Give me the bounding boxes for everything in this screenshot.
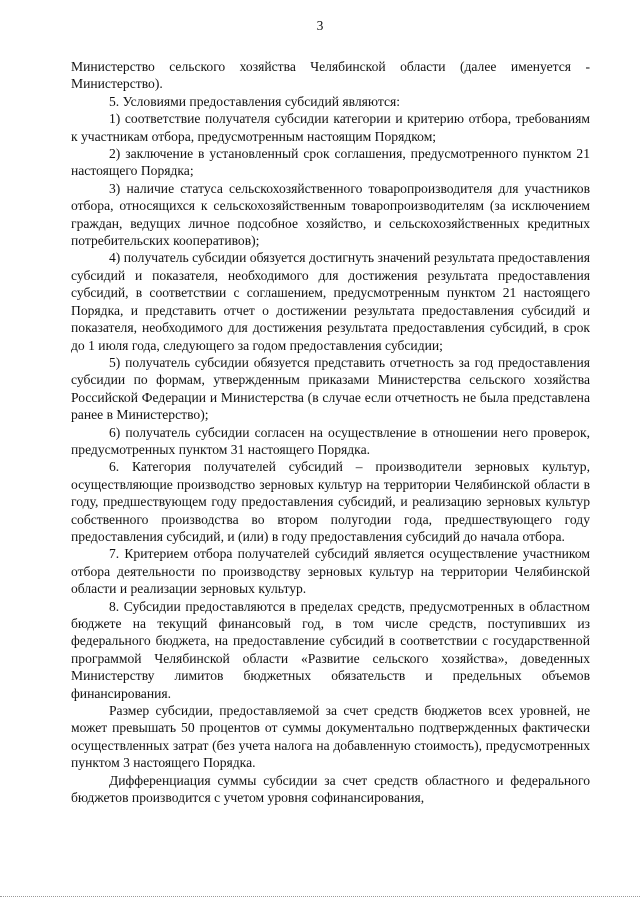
paragraph-clause-5-heading: 5. Условиями предоставления субсидий являются: — [109, 93, 401, 109]
paragraph-subsidy-size: Размер субсидии, предоставляемой за счет средств бюджетов всех уровней, не может превышать 50 процентов от суммы документально подтвержденных фактически осуществленных затрат (без учета налога на добавленную стоимость), предусмотренных пунктом 3 настоящего Порядка. — [71, 703, 590, 771]
paragraph-condition-5: 5) получатель субсидии обязуется представить отчетность за год предоставления субсидии по формам, утвержденным приказами Министерства сельского хозяйства Российской Федерации и Министерства (в случае если отчетность не была представлена ранее в Министерство); — [71, 354, 590, 423]
paragraph-ministry-definition: Министерство сельского хозяйства Челябинской области (далее именуется - Министерство). — [71, 59, 590, 92]
paragraph-condition-4: 4) получатель субсидии обязуется достигнуть значений результата предоставления субсидий и показателя, необходимого для достижения результата предоставления субсидий, в соответствии с соглашением, предусмотренным пунктом 21 настоящего Порядка, и представить отчет о достижении результата предоставления субсидий и показателя, необходимого для достижения результата предоставления субсидий, в срок до 1 июля года, следующего за годом предоставления субсидии; — [71, 250, 590, 353]
paragraph-clause-7: 7. Критерием отбора получателей субсидий является осуществление участником отбора деятельности по производству зерновых культур на территории Челябинской области и реализации зерновых культур. — [71, 546, 590, 597]
paragraph-condition-3: 3) наличие статуса сельскохозяйственного товаропроизводителя для участников отбора, относящихся к сельскохозяйственным товаропроизводителям (за исключением граждан, ведущих личное подсобное хозяйство, и сельскохозяйственных кредитных потребительских кооперативов); — [71, 180, 590, 249]
paragraph-condition-6: 6) получатель субсидии согласен на осуществление в отношении него проверок, предусмотренных пунктом 31 настоящего Порядка. — [71, 424, 590, 457]
document-body — [71, 58, 590, 806]
bottom-edge-rule — [0, 896, 640, 897]
paragraph-subsidy-differentiation: Дифференциация суммы субсидии за счет средств областного и федерального бюджетов производится с учетом уровня софинансирования, — [71, 772, 590, 806]
paragraph-clause-8: 8. Субсидии предоставляются в пределах средств, предусмотренных в областном бюджете на текущий финансовый год, в том числе средств, поступивших из федерального бюджета, на предоставление субсидий в соответствии с государственной программой Челябинской области «Развитие сельского хозяйства», доведенных Министерству лимитов бюджетных обязательств и предельных объемов финансирования. — [71, 598, 590, 701]
paragraph-clause-6: 6. Категория получателей субсидий – производители зерновых культур, осуществляющие производство зерновых культур на территории Челябинской области в году, предшествующем году предоставления субсидий, и реализацию зерновых культур собственного производства во втором полугодии года, предшествующего году предоставления субсидий, и (или) в году предоставления субсидий до начала отбора. — [71, 459, 590, 544]
paragraph-condition-1: 1) соответствие получателя субсидии категории и критерию отбора, требованиям к участникам отбора, предусмотренным настоящим Порядком; — [71, 111, 590, 144]
paragraph-condition-2: 2) заключение в установленный срок соглашения, предусмотренного пунктом 21 настоящего Порядка; — [71, 146, 590, 179]
page-number: 3 — [316, 18, 324, 33]
